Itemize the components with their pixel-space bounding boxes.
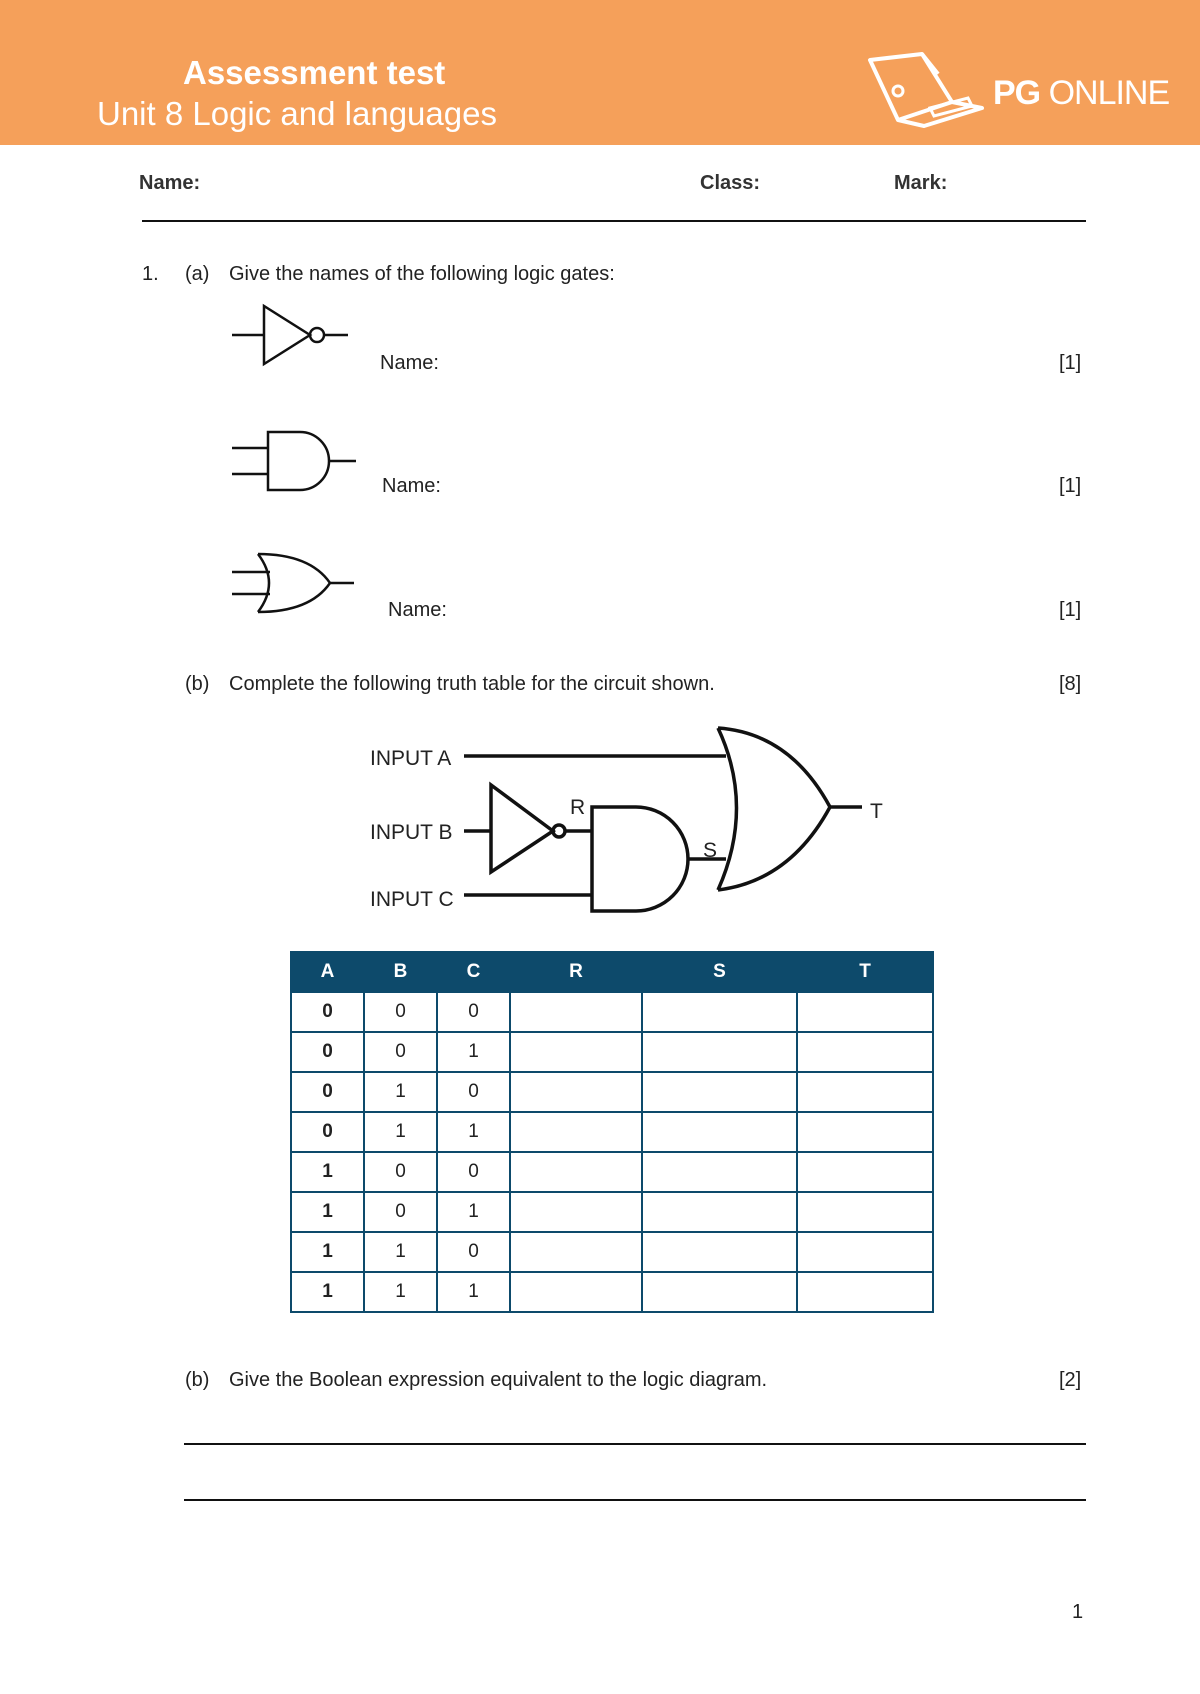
cell-a: 1 bbox=[291, 1232, 364, 1272]
cell-b: 0 bbox=[364, 1032, 437, 1072]
header-cell-s: S bbox=[642, 952, 797, 992]
part-c-text: Give the Boolean expression equivalent to the logic diagram. bbox=[229, 1369, 768, 1391]
cell-r-answer[interactable] bbox=[510, 1032, 642, 1072]
header-cell-c: C bbox=[437, 952, 510, 992]
logic-circuit-diagram bbox=[360, 715, 900, 920]
input-a-label: INPUT A bbox=[370, 747, 452, 770]
question-number: 1. bbox=[142, 263, 159, 285]
cell-t-answer[interactable] bbox=[797, 1272, 933, 1312]
page-subtitle: Unit 8 Logic and languages bbox=[97, 95, 497, 132]
name-label: Name: bbox=[139, 172, 201, 194]
cell-b: 1 bbox=[364, 1232, 437, 1272]
class-label: Class: bbox=[700, 172, 761, 194]
part-c-label: (b) bbox=[185, 1369, 210, 1391]
table-row bbox=[291, 992, 933, 1032]
part-a-text: Give the names of the following logic gates: bbox=[229, 263, 615, 285]
cell-s-answer[interactable] bbox=[642, 1032, 797, 1072]
cell-t-answer[interactable] bbox=[797, 1032, 933, 1072]
header-rule bbox=[142, 220, 1086, 222]
cell-b: 0 bbox=[364, 1192, 437, 1232]
cell-s-answer[interactable] bbox=[642, 1152, 797, 1192]
page-title: Assessment test bbox=[183, 54, 446, 91]
cell-r-answer[interactable] bbox=[510, 1112, 642, 1152]
cell-c: 0 bbox=[437, 1232, 510, 1272]
signal-t-label: T bbox=[870, 800, 883, 823]
table-row bbox=[291, 1152, 933, 1192]
header-cell-r: R bbox=[510, 952, 642, 992]
cell-c: 1 bbox=[437, 1272, 510, 1312]
gate-1-name-label: Name: bbox=[380, 352, 439, 374]
signal-r-label: R bbox=[570, 796, 586, 819]
cell-t-answer[interactable] bbox=[797, 1112, 933, 1152]
answer-line-2[interactable] bbox=[184, 1499, 1086, 1501]
cell-s-answer[interactable] bbox=[642, 992, 797, 1032]
cell-b: 1 bbox=[364, 1272, 437, 1312]
not-gate-icon bbox=[230, 302, 352, 368]
gate-2-marks: [1] bbox=[1059, 475, 1082, 497]
laptop-logo-icon bbox=[864, 52, 986, 130]
table-row bbox=[291, 1032, 933, 1072]
cell-b: 1 bbox=[364, 1112, 437, 1152]
cell-s-answer[interactable] bbox=[642, 1112, 797, 1152]
table-row bbox=[291, 1232, 933, 1272]
cell-s-answer[interactable] bbox=[642, 1072, 797, 1112]
gate-1-marks: [1] bbox=[1059, 352, 1082, 374]
brand-logo-text bbox=[993, 74, 1169, 113]
header-cell-b: B bbox=[364, 952, 437, 992]
table-header-row bbox=[291, 952, 933, 992]
signal-s-label: S bbox=[703, 839, 718, 862]
cell-c: 0 bbox=[437, 992, 510, 1032]
cell-r-answer[interactable] bbox=[510, 1152, 642, 1192]
cell-r-answer[interactable] bbox=[510, 1072, 642, 1112]
part-a-label: (a) bbox=[185, 263, 210, 285]
mark-label: Mark: bbox=[894, 172, 948, 194]
brand-rest: ONLINE bbox=[1040, 74, 1170, 112]
cell-t-answer[interactable] bbox=[797, 1232, 933, 1272]
cell-c: 0 bbox=[437, 1152, 510, 1192]
and-gate-icon bbox=[230, 428, 360, 494]
cell-b: 0 bbox=[364, 992, 437, 1032]
cell-a: 1 bbox=[291, 1192, 364, 1232]
part-c-marks: [2] bbox=[1059, 1369, 1082, 1391]
part-b-marks: [8] bbox=[1059, 673, 1082, 695]
cell-c: 1 bbox=[437, 1032, 510, 1072]
part-b-label: (b) bbox=[185, 673, 210, 695]
cell-r-answer[interactable] bbox=[510, 992, 642, 1032]
table-row bbox=[291, 1072, 933, 1112]
input-b-label: INPUT B bbox=[370, 821, 453, 844]
cell-t-answer[interactable] bbox=[797, 992, 933, 1032]
gate-3-name-label: Name: bbox=[388, 599, 447, 621]
cell-c: 1 bbox=[437, 1192, 510, 1232]
table-row bbox=[291, 1272, 933, 1312]
cell-c: 0 bbox=[437, 1072, 510, 1112]
brand-bold: PG bbox=[993, 74, 1041, 112]
input-c-label: INPUT C bbox=[370, 888, 454, 911]
cell-a: 0 bbox=[291, 992, 364, 1032]
cell-b: 0 bbox=[364, 1152, 437, 1192]
cell-a: 0 bbox=[291, 1032, 364, 1072]
cell-s-answer[interactable] bbox=[642, 1232, 797, 1272]
cell-c: 1 bbox=[437, 1112, 510, 1152]
cell-a: 1 bbox=[291, 1272, 364, 1312]
cell-r-answer[interactable] bbox=[510, 1232, 642, 1272]
answer-line-1[interactable] bbox=[184, 1443, 1086, 1445]
gate-2-name-label: Name: bbox=[382, 475, 441, 497]
or-gate-icon bbox=[230, 550, 358, 616]
cell-a: 0 bbox=[291, 1112, 364, 1152]
table-row bbox=[291, 1192, 933, 1232]
cell-b: 1 bbox=[364, 1072, 437, 1112]
gate-3-marks: [1] bbox=[1059, 599, 1082, 621]
cell-r-answer[interactable] bbox=[510, 1192, 642, 1232]
cell-a: 0 bbox=[291, 1072, 364, 1112]
cell-t-answer[interactable] bbox=[797, 1192, 933, 1232]
page-number: 1 bbox=[1072, 1601, 1084, 1623]
cell-s-answer[interactable] bbox=[642, 1272, 797, 1312]
cell-s-answer[interactable] bbox=[642, 1192, 797, 1232]
header-cell-t: T bbox=[797, 952, 933, 992]
cell-t-answer[interactable] bbox=[797, 1072, 933, 1112]
table-row bbox=[291, 1112, 933, 1152]
truth-table bbox=[290, 951, 934, 1313]
header-cell-a: A bbox=[291, 952, 364, 992]
cell-t-answer[interactable] bbox=[797, 1152, 933, 1192]
part-b-text: Complete the following truth table for the circuit shown. bbox=[229, 673, 715, 695]
cell-r-answer[interactable] bbox=[510, 1272, 642, 1312]
cell-a: 1 bbox=[291, 1152, 364, 1192]
